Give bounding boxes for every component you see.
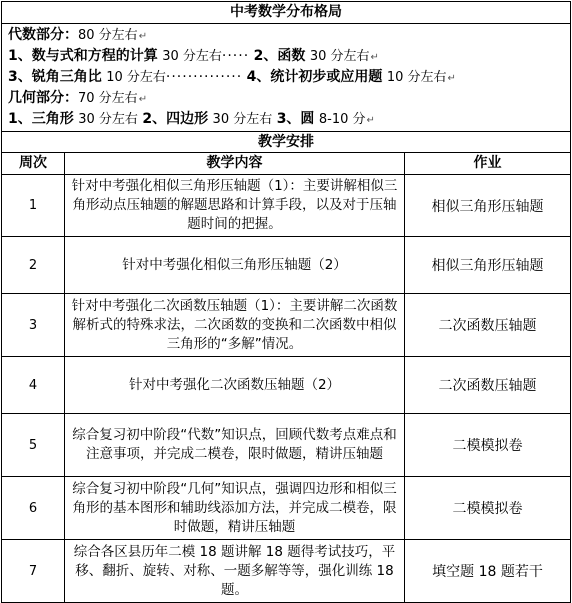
document: [1, 1, 570, 603]
distribution-table: [1, 1, 571, 603]
week-cell: 2: [2, 237, 65, 294]
paragraph-mark-icon: ↵: [138, 94, 148, 105]
algebra-item-3-name: 3、锐角三角比: [8, 69, 102, 85]
algebra-label: 代数部分：: [8, 27, 78, 43]
algebra-item-2-score: 30 分左右: [309, 49, 370, 64]
algebra-line: [8, 25, 564, 46]
dotted-leader: ·····: [221, 48, 250, 64]
algebra-items-row-2: [8, 67, 564, 88]
geometry-score: 70 分左右: [78, 91, 138, 106]
header-week: 周次: [2, 153, 65, 175]
homework-cell: 二次函数压轴题: [405, 357, 571, 414]
algebra-item-2-name: 2、函数: [253, 48, 306, 64]
paragraph-mark-icon: ↵: [447, 73, 456, 84]
geometry-line: [8, 88, 564, 109]
table-row: [2, 414, 571, 477]
table-row: [2, 477, 571, 540]
content-cell: 针对中考强化相似三角形压轴题（2）: [65, 237, 405, 294]
geometry-item-2-name: 2、四边形: [142, 111, 209, 127]
algebra-item-4-name: 4、统计初步或应用题: [246, 69, 383, 85]
algebra-items-row-1: [8, 46, 564, 67]
geometry-item-3-name: 3、圆: [276, 111, 315, 127]
algebra-score: 80 分左右: [78, 28, 138, 43]
content-cell: 针对中考强化二次函数压轴题（2）: [65, 357, 405, 414]
week-cell: 7: [2, 540, 65, 603]
table-row: [2, 357, 571, 414]
algebra-item-3-score: 10 分左右: [106, 70, 166, 85]
geometry-label: 几何部分：: [8, 90, 78, 106]
week-cell: 1: [2, 175, 65, 237]
paragraph-mark-icon: ↵: [370, 52, 379, 63]
table-row: [2, 175, 571, 237]
content-cell: 综合各区县历年二模 18 题讲解 18 题得考试技巧，平移、翻折、旋转、对称、一题多解等等，强化训练 18 题。: [65, 540, 405, 603]
header-content: 教学内容: [65, 153, 405, 175]
schedule-title: 教学安排: [2, 132, 571, 153]
paragraph-mark-icon: ↵: [366, 115, 375, 126]
homework-cell: 填空题 18 题若干: [405, 540, 571, 603]
algebra-item-1-name: 1、数与式和方程的计算: [8, 48, 158, 64]
content-cell: 综合复习初中阶段“几何”知识点，强调四边形和相似三角形的基本图形和辅助线添加方法，并完成二模卷，限时做题，精讲压轴题: [65, 477, 405, 540]
week-cell: 4: [2, 357, 65, 414]
algebra-item-4-score: 10 分左右: [386, 70, 447, 85]
week-cell: 6: [2, 477, 65, 540]
algebra-item-1-score: 30 分左右: [162, 49, 222, 64]
schedule-header-row: [2, 153, 571, 175]
dotted-leader: ··············: [165, 69, 243, 85]
score-distribution: [2, 24, 571, 132]
document-title: 中考数学分布格局: [2, 2, 571, 24]
geometry-items-row: [8, 109, 564, 130]
geometry-item-2-score: 30 分左右: [212, 112, 273, 127]
homework-cell: 二模模拟卷: [405, 477, 571, 540]
homework-cell: 二次函数压轴题: [405, 294, 571, 357]
table-row: [2, 294, 571, 357]
week-cell: 3: [2, 294, 65, 357]
header-homework: 作业: [405, 153, 571, 175]
homework-cell: 相似三角形压轴题: [405, 175, 571, 237]
content-cell: 综合复习初中阶段“代数”知识点，回顾代数考点难点和注意事项，并完成二模卷，限时做题，精讲压轴题: [65, 414, 405, 477]
geometry-item-3-score: 8-10 分: [318, 112, 366, 127]
table-row: [2, 540, 571, 603]
geometry-item-1-score: 30 分左右: [78, 112, 138, 127]
content-cell: 针对中考强化相似三角形压轴题（1）：主要讲解相似三角形动点压轴题的解题思路和计算手段，以及对于压轴题时间的把握。: [65, 175, 405, 237]
table-row: [2, 237, 571, 294]
homework-cell: 二模模拟卷: [405, 414, 571, 477]
week-cell: 5: [2, 414, 65, 477]
content-cell: 针对中考强化二次函数压轴题（1）：主要讲解二次函数解析式的特殊求法，二次函数的变换和二次函数中相似三角形的“多解”情况。: [65, 294, 405, 357]
geometry-item-1-name: 1、三角形: [8, 111, 74, 127]
paragraph-mark-icon: ↵: [138, 31, 148, 42]
homework-cell: 相似三角形压轴题: [405, 237, 571, 294]
